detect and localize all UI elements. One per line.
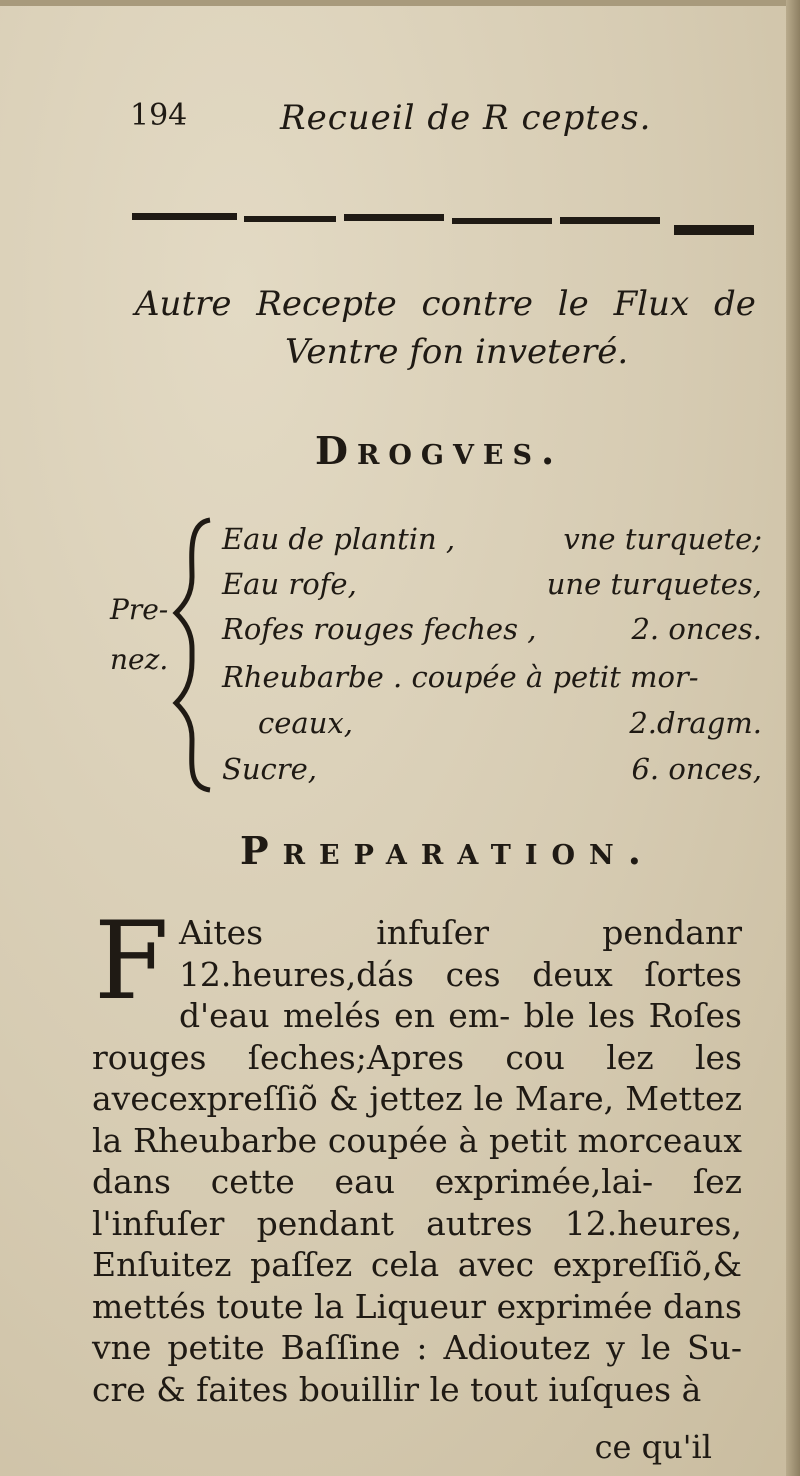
drug-name-continuation: ceaux,	[258, 706, 353, 740]
running-title: Recueil de R ceptes.	[280, 98, 652, 138]
prenez-label	[110, 585, 168, 685]
drug-quantity: 2. onces.	[631, 612, 762, 646]
recipe-title-line-1: Autre Recepte contre le Flux de	[135, 284, 756, 324]
drug-name: Eau rofe,	[222, 567, 357, 601]
recipe-title	[135, 280, 755, 376]
drug-name: Sucre,	[222, 752, 318, 786]
catchword: ce qu'il	[594, 1428, 712, 1466]
running-header	[130, 98, 730, 148]
drug-row	[222, 612, 762, 658]
preparation-heading: Preparation.	[240, 828, 655, 873]
page-right-edge	[786, 0, 800, 1476]
prenez-line-2: nez.	[110, 643, 169, 676]
drug-quantity: 2.dragm.	[629, 706, 762, 740]
ornamental-rule	[132, 205, 757, 245]
drug-name: Rheubarbe . coupée à petit mor-	[222, 660, 699, 694]
page-number: 194	[130, 98, 188, 133]
page-top-edge	[0, 0, 800, 6]
drug-quantity: vne turquete;	[563, 522, 762, 556]
drug-row	[222, 522, 762, 568]
drug-quantity: une turquetes,	[546, 567, 762, 601]
preparation-paragraph	[92, 899, 742, 1410]
drug-name: Rofes rouges feches ,	[222, 612, 537, 646]
drug-row	[222, 752, 762, 798]
drug-name: Eau de plantin ,	[222, 522, 456, 556]
drug-row	[222, 567, 762, 613]
brace-ornament	[170, 515, 220, 795]
drugs-heading: Drogves.	[315, 428, 564, 473]
drug-quantity: 6. onces,	[631, 752, 762, 786]
drop-cap: F	[94, 899, 169, 1024]
preparation-text: Aites infuſer pendanr 12.heures,dás ces deux ſortes d'eau melés en em- ble les Roſes rouges ſeches;Apres cou lez les avecexpreſſiõ & jettez le Mare, Mettez la Rheubarbe coupée à petit morceaux dans cette eau exprimée,lai- ſez l'infuſer pendant autres 12.heures, Enſuitez paſſez cela avec expreſſiõ,& mettés toute la Liqueur exprimée dans vne petite Baſſine : Adioutez y le Su- cre & faites bouillir le tout iuſques à	[92, 913, 742, 1409]
recipe-title-line-2: Ventre fon inveteré.	[285, 332, 629, 372]
drug-row	[222, 706, 762, 752]
prenez-line-1: Pre-	[110, 593, 169, 626]
